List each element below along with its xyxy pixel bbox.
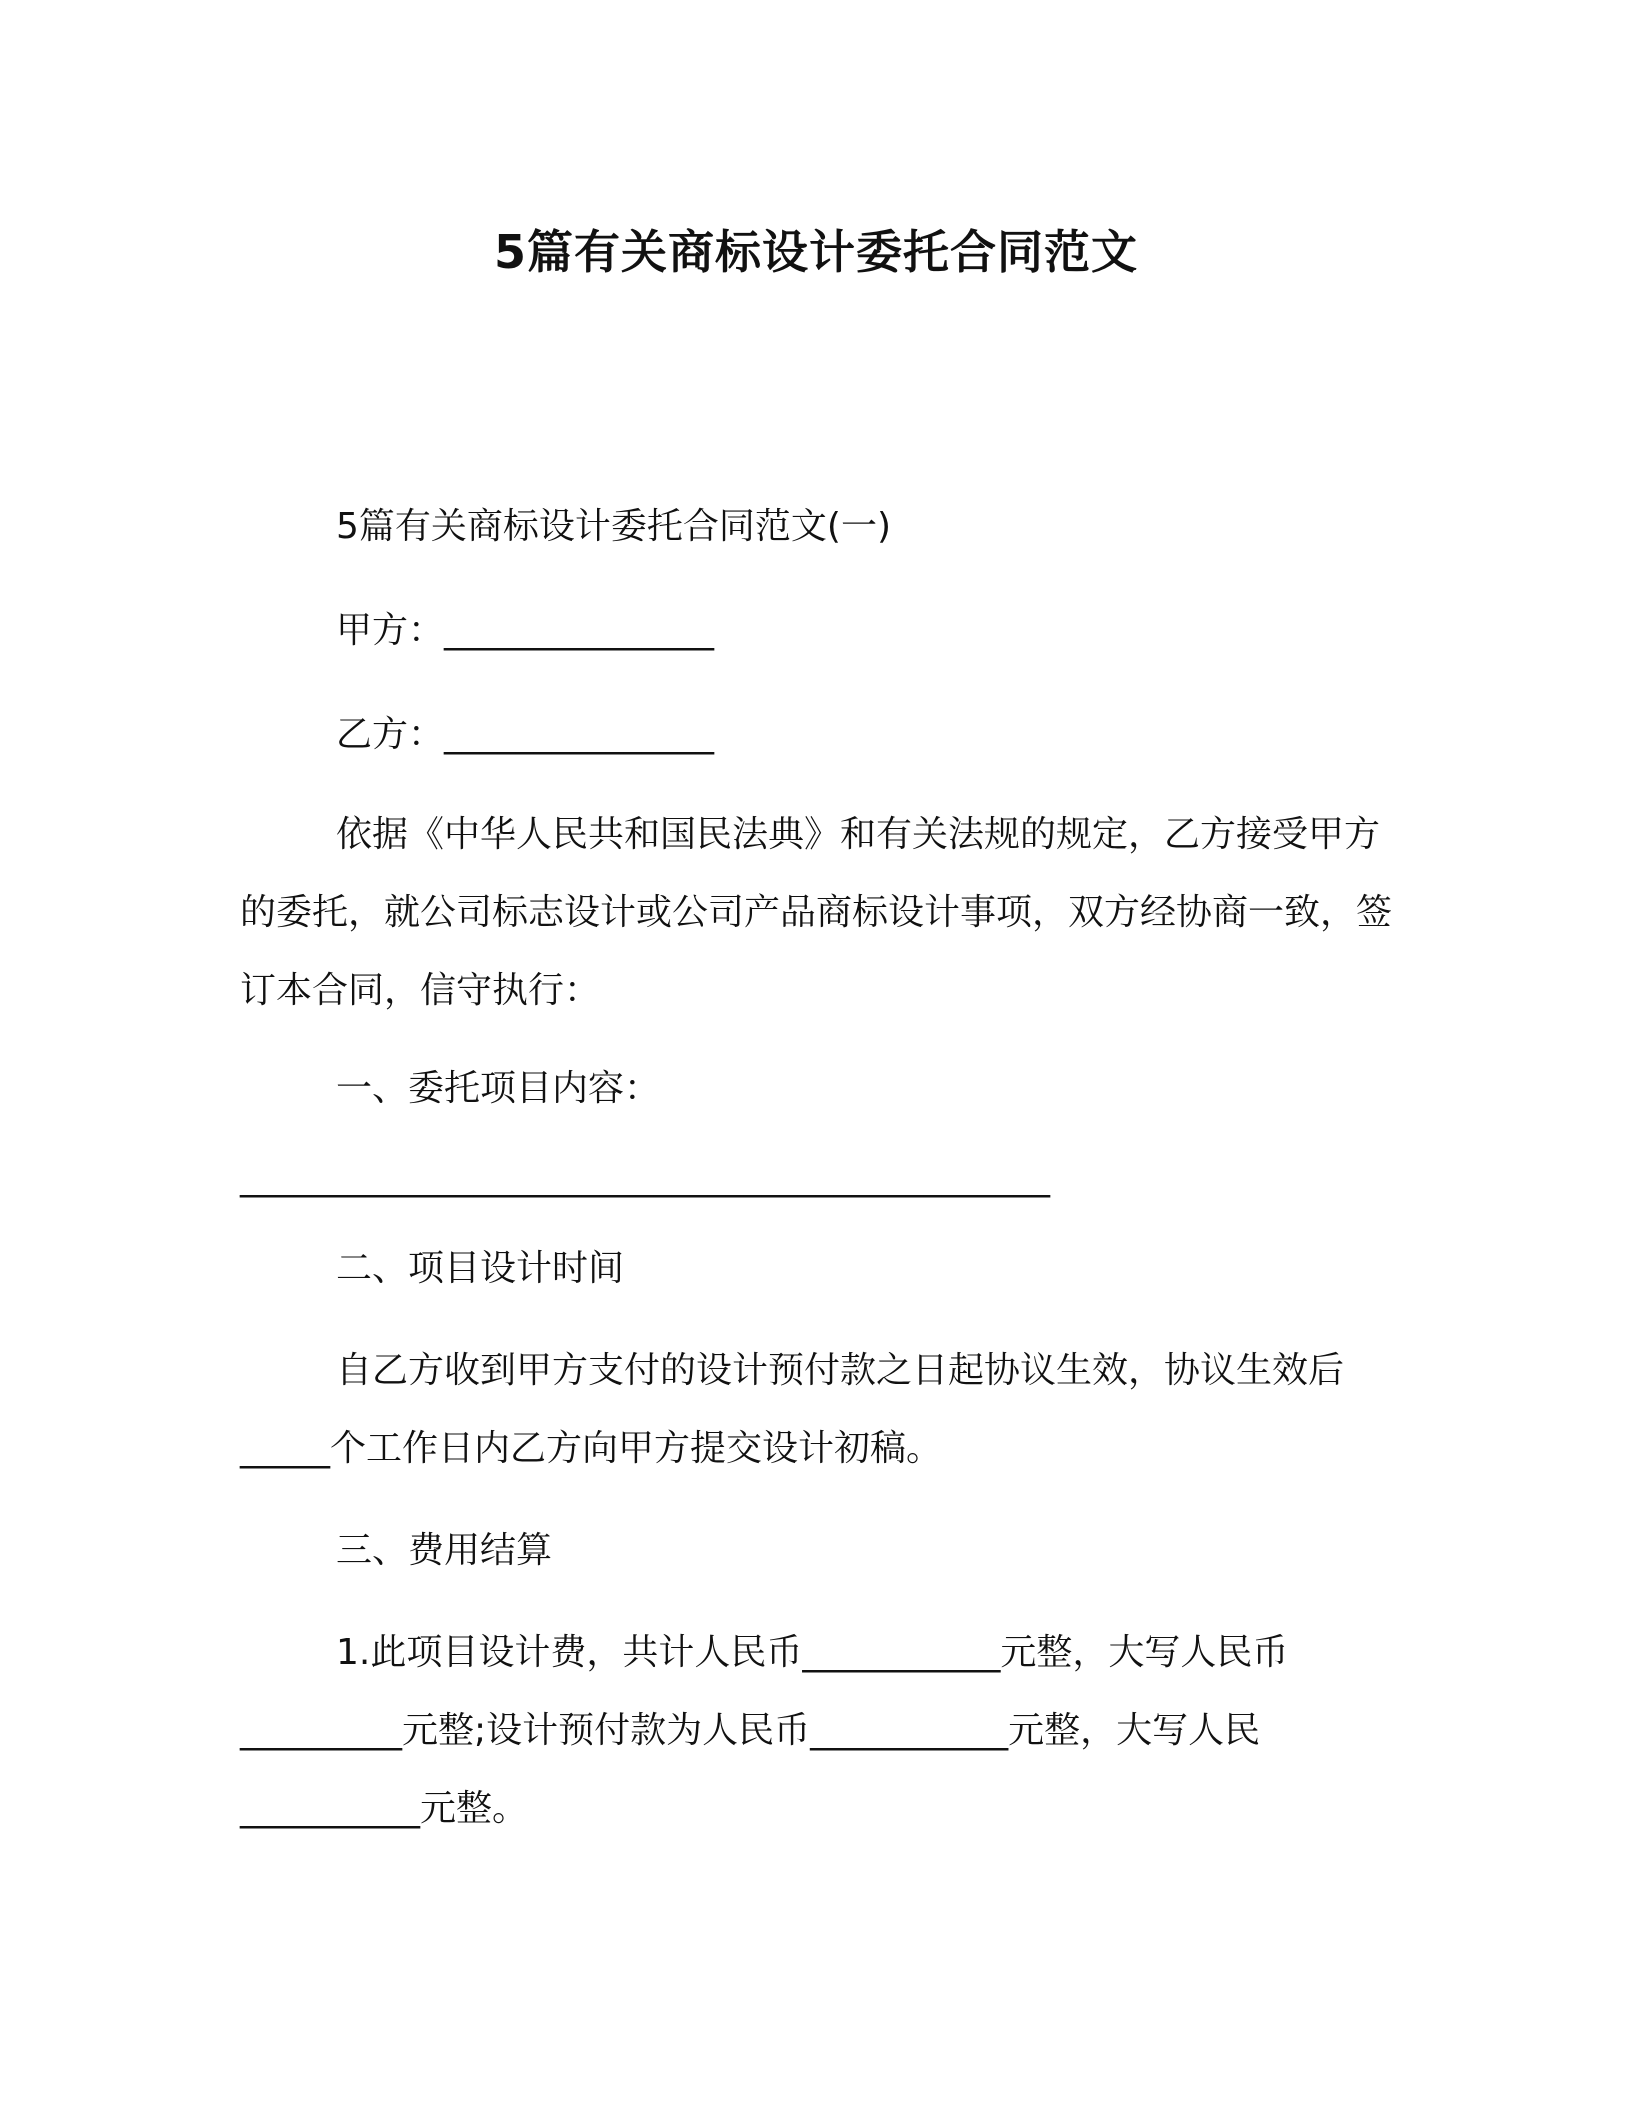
intro-paragraph: 依据《中华人民共和国民法典》和有关法规的规定，乙方接受甲方的委托，就公司标志设计或公司产品商标设计事项，双方经协商一致，签订本合同，信守执行：	[240, 814, 1393, 1011]
section2-body: 自乙方收到甲方支付的设计预付款之日起协议生效，协议生效后_____个工作日内乙方向甲方提交设计初稿。	[240, 1350, 1345, 1469]
contract-subtitle: 5篇有关商标设计委托合同范文(一)	[336, 506, 891, 547]
section2-heading: 二、项目设计时间	[336, 1248, 625, 1289]
section1-heading: 一、委托项目内容：	[336, 1068, 661, 1109]
section1-blank: _____________________________________________	[240, 1157, 1050, 1198]
party-a-line: 甲方：_______________	[336, 610, 715, 651]
document-title: 5篇有关商标设计委托合同范文	[493, 225, 1138, 279]
section3-heading: 三、费用结算	[336, 1530, 553, 1571]
section3-item1: 1.此项目设计费，共计人民币___________元整，大写人民币_________元整;设计预付款为人民币___________元整，大写人民__________元整。	[240, 1632, 1289, 1829]
party-b-line: 乙方：_______________	[336, 714, 715, 755]
